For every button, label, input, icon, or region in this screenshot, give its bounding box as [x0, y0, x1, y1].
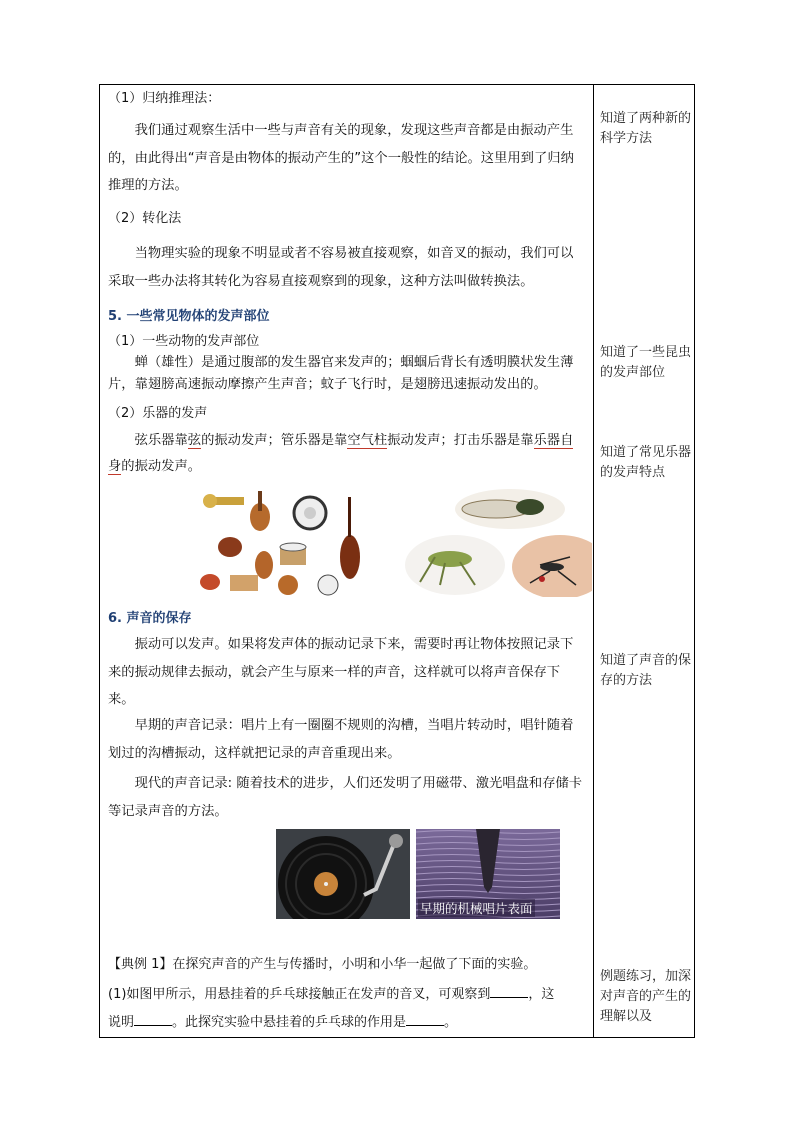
- section5-title: 5. 一些常见物体的发声部位: [108, 309, 270, 324]
- note-preserve: 知道了声音的保存的方法: [600, 653, 692, 688]
- note-instruments: 知道了常见乐器的发声特点: [600, 445, 692, 480]
- section6-text3: 现代的声音记录: 随着技术的进步，人们还发明了用磁带、激光唱盘和存储卡等记录声音的方法。: [108, 776, 583, 819]
- insects-image: [400, 487, 592, 597]
- groove-caption: 早期的机械唱片表面: [420, 901, 533, 916]
- section6-text1: 振动可以发声。如果将发声体的振动记录下来，需要时再让物体按照记录下来的振动规律去振动，就会产生与原来一样的声音，这样就可以将声音保存下来。: [108, 637, 574, 707]
- answer-blank[interactable]: [490, 985, 528, 998]
- answer-blank[interactable]: [134, 1013, 172, 1026]
- note-methods: 知道了两种新的科学方法: [600, 111, 692, 146]
- method1-title: （1）归纳推理法：: [108, 91, 221, 106]
- method2-title: （2）转化法: [108, 211, 182, 226]
- method1-text: 我们通过观察生活中一些与声音有关的现象，发现这些声音都是由振动产生的，由此得出“声音是由物体的振动产生的”这个一般性的结论。这里用到了归纳推理的方法。: [108, 123, 574, 193]
- section5-text2: 弦乐器靠弦的振动发声；管乐器是靠空气柱振动发声；打击乐器是靠乐器自身的振动发声。: [108, 433, 574, 474]
- instruments-image: [200, 487, 362, 597]
- section5-text1: 蝉（雄性）是通过腹部的发生器官来发声的；蝈蝈后背长有透明膜状发生薄片，靠翅膀高速振动摩擦产生声音；蚊子飞行时，是翅膀迅速振动发出的。: [108, 355, 574, 392]
- underlined-term: 弦: [187, 433, 202, 448]
- underlined-term: 乐器自身: [108, 433, 574, 474]
- example-line1: 【典例 1】在探究声音的产生与传播时，小明和小华一起做了下面的实验。: [108, 957, 537, 972]
- content-column: [100, 85, 593, 1037]
- lesson-table: [99, 84, 695, 1038]
- underlined-term: 空气柱: [347, 433, 388, 448]
- record-groove-image: [416, 829, 560, 919]
- notes-column: [594, 85, 694, 1037]
- section6-title: 6. 声音的保存: [108, 611, 192, 626]
- method2-text: 当物理实验的现象不明显或者不容易被直接观察，如音叉的振动，我们可以采取一些办法将其转化为容易直接观察到的现象，这种方法叫做转换法。: [108, 246, 574, 289]
- section6-text2: 早期的声音记录：唱片上有一圈圈不规则的沟槽，当唱片转动时，唱针随着划过的沟槽振动，这样就把记录的声音重现出来。: [108, 718, 574, 761]
- section5-sub1: （1）一些动物的发声部位: [108, 334, 260, 349]
- answer-blank[interactable]: [406, 1013, 444, 1026]
- example-line3: 说明 。此探究实验中悬挂着的乒乓球的作用是 。: [108, 1015, 458, 1030]
- example-line2: (1)如图甲所示，用悬挂着的乒乓球接触正在发声的音叉，可观察到 ，这: [108, 987, 555, 1002]
- note-insects: 知道了一些昆虫的发声部位: [600, 345, 692, 380]
- note-example: 例题练习，加深对声音的产生的理解以及: [600, 969, 692, 1024]
- section5-sub2: （2）乐器的发声: [108, 406, 208, 421]
- record-player-image: [276, 829, 410, 919]
